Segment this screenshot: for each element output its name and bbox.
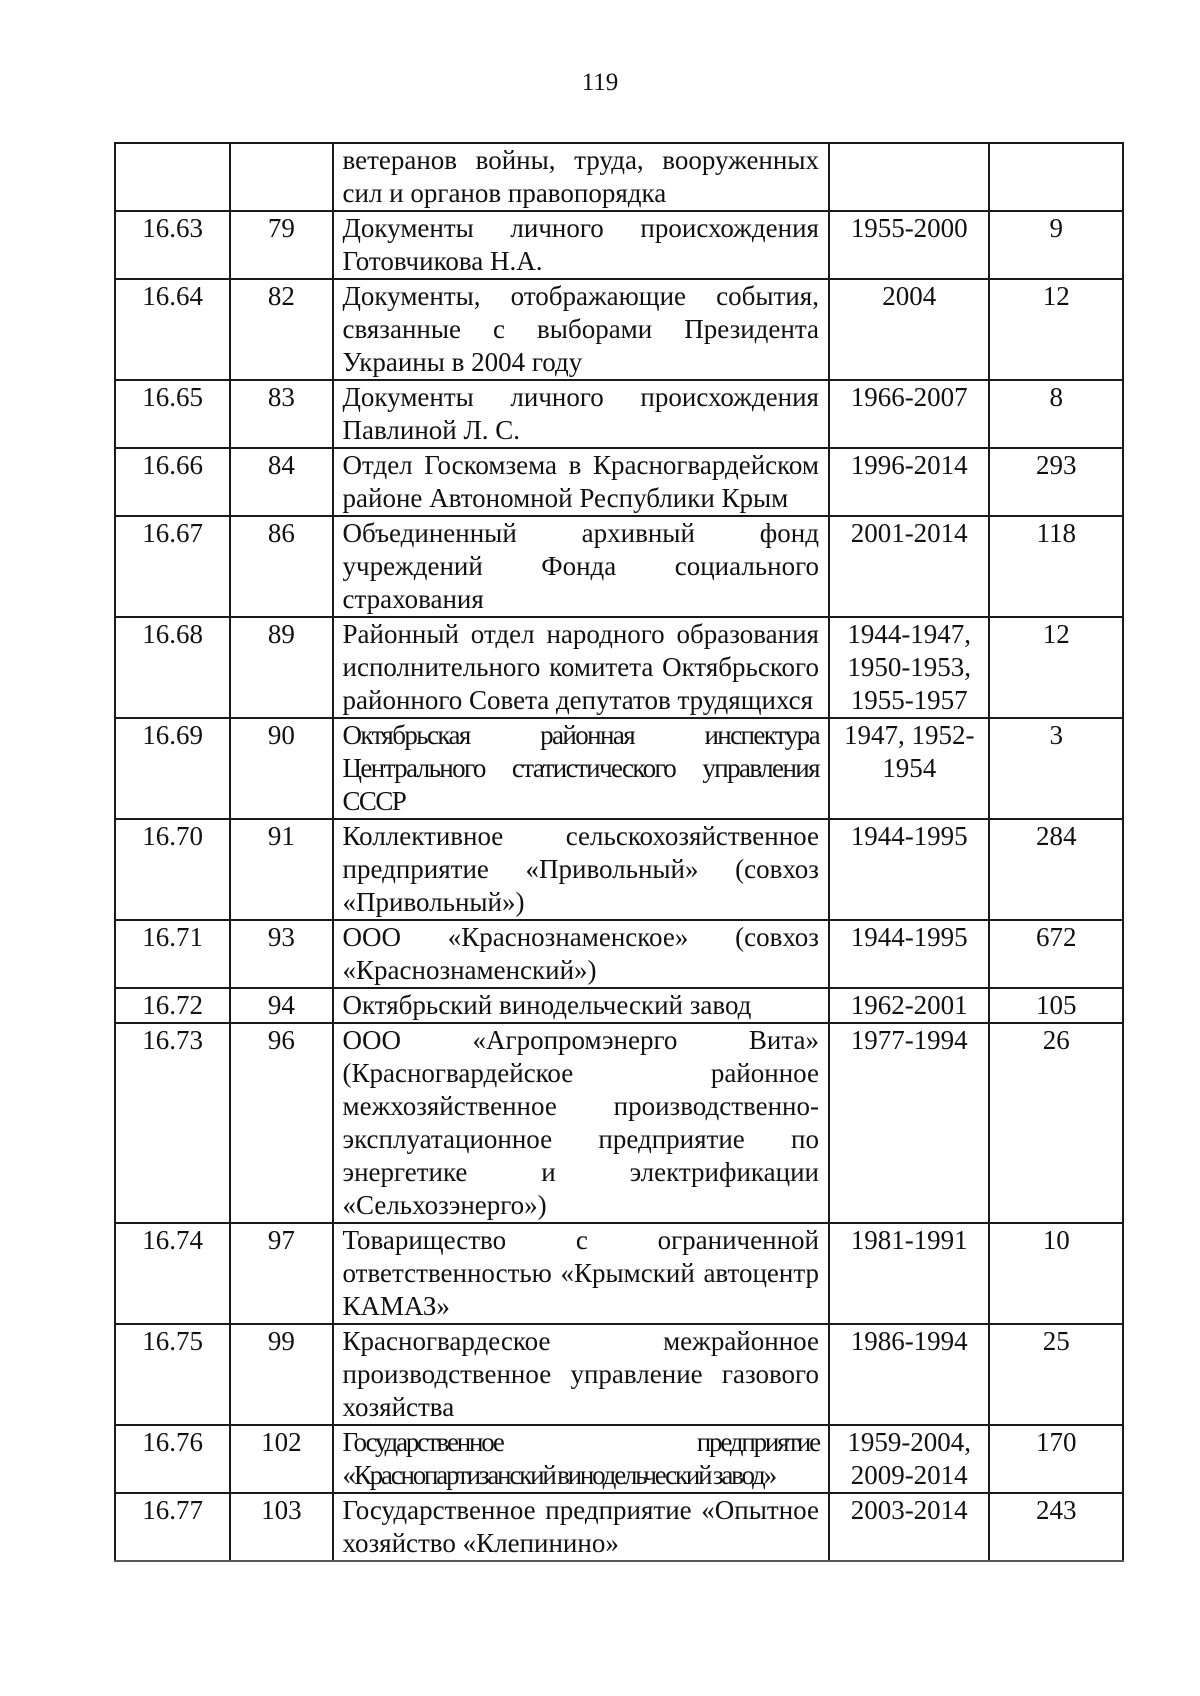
file-count-cell: 3	[989, 718, 1123, 819]
fund-name-cell: Октябрьская районная инспектура Центрального статистического управления СССР	[333, 718, 829, 819]
date-range-cell: 1959-2004, 2009-2014	[829, 1425, 989, 1493]
archive-fund-table	[114, 142, 1124, 1562]
row-number-cell	[115, 143, 230, 211]
file-count-cell: 8	[989, 380, 1123, 448]
fund-name-cell: Районный отдел народного образования исполнительного комитета Октябрьского районного Совета депутатов трудящихся	[333, 617, 829, 718]
row-number-cell: 16.77	[115, 1493, 230, 1561]
table-row	[115, 1324, 1123, 1425]
table-row	[115, 988, 1123, 1023]
row-number-cell: 16.64	[115, 279, 230, 380]
date-range-cell: 1947, 1952-1954	[829, 718, 989, 819]
file-count-cell: 118	[989, 516, 1123, 617]
fund-number-cell: 86	[230, 516, 332, 617]
table-row	[115, 718, 1123, 819]
row-number-cell: 16.76	[115, 1425, 230, 1493]
fund-number-cell	[230, 143, 332, 211]
file-count-cell: 293	[989, 448, 1123, 516]
fund-number-cell: 99	[230, 1324, 332, 1425]
page-number: 119	[581, 69, 619, 96]
row-number-cell: 16.65	[115, 380, 230, 448]
date-range-cell: 1955-2000	[829, 211, 989, 279]
file-count-cell: 170	[989, 1425, 1123, 1493]
fund-name-cell: Документы, отображающие события, связанные с выборами Президента Украины в 2004 году	[333, 279, 829, 380]
fund-name-cell: Красногвардеское межрайонное производственное управление газового хозяйства	[333, 1324, 829, 1425]
fund-name-cell: Октябрьский винодельческий завод	[333, 988, 829, 1023]
fund-number-cell: 90	[230, 718, 332, 819]
date-range-cell: 2001-2014	[829, 516, 989, 617]
row-number-cell: 16.67	[115, 516, 230, 617]
date-range-cell: 1977-1994	[829, 1023, 989, 1223]
row-number-cell: 16.70	[115, 819, 230, 920]
fund-number-cell: 83	[230, 380, 332, 448]
date-range-cell: 1996-2014	[829, 448, 989, 516]
row-number-cell: 16.75	[115, 1324, 230, 1425]
table-row	[115, 1425, 1123, 1493]
date-range-cell: 1986-1994	[829, 1324, 989, 1425]
fund-name-cell: Государственное предприятие «Опытное хозяйство «Клепинино»	[333, 1493, 829, 1561]
file-count-cell: 12	[989, 279, 1123, 380]
table-row	[115, 617, 1123, 718]
fund-name-cell: Коллективное сельскохозяйственное предприятие «Привольный» (совхоз «Привольный»)	[333, 819, 829, 920]
file-count-cell: 26	[989, 1023, 1123, 1223]
date-range-cell: 1981-1991	[829, 1223, 989, 1324]
table-row	[115, 1023, 1123, 1223]
file-count-cell	[989, 143, 1123, 211]
table-row	[115, 819, 1123, 920]
row-number-cell: 16.66	[115, 448, 230, 516]
row-number-cell: 16.72	[115, 988, 230, 1023]
date-range-cell: 2004	[829, 279, 989, 380]
table-row	[115, 279, 1123, 380]
date-range-cell: 1944-1995	[829, 819, 989, 920]
fund-number-cell: 94	[230, 988, 332, 1023]
table-row	[115, 211, 1123, 279]
row-number-cell: 16.63	[115, 211, 230, 279]
fund-name-cell: Документы личного происхождения Готовчикова Н.А.	[333, 211, 829, 279]
fund-name-cell: Документы личного происхождения Павлиной Л. С.	[333, 380, 829, 448]
fund-number-cell: 89	[230, 617, 332, 718]
date-range-cell: 1966-2007	[829, 380, 989, 448]
table-row	[115, 920, 1123, 988]
row-number-cell: 16.73	[115, 1023, 230, 1223]
fund-name-cell: ООО «Краснознаменское» (совхоз «Краснознаменский»)	[333, 920, 829, 988]
row-number-cell: 16.69	[115, 718, 230, 819]
fund-name-cell: Товарищество с ограниченной ответственностью «Крымский автоцентр КАМАЗ»	[333, 1223, 829, 1324]
fund-name-cell: Объединенный архивный фонд учреждений Фонда социального страхования	[333, 516, 829, 617]
date-range-cell: 1962-2001	[829, 988, 989, 1023]
date-range-cell	[829, 143, 989, 211]
table-row	[115, 1223, 1123, 1324]
fund-name-cell: ООО «Агропромэнерго Вита» (Красногвардейское районное межхозяйственное производственно-эксплуатационное предприятие по энергетике и электрификации «Сельхозэнерго»)	[333, 1023, 829, 1223]
date-range-cell: 2003-2014	[829, 1493, 989, 1561]
row-number-cell: 16.71	[115, 920, 230, 988]
fund-name-cell: Государственное предприятие «Краснопартизанский винодельческий завод»	[333, 1425, 829, 1493]
fund-number-cell: 93	[230, 920, 332, 988]
table-row	[115, 1493, 1123, 1561]
row-number-cell: 16.68	[115, 617, 230, 718]
fund-number-cell: 84	[230, 448, 332, 516]
fund-number-cell: 96	[230, 1023, 332, 1223]
file-count-cell: 25	[989, 1324, 1123, 1425]
file-count-cell: 672	[989, 920, 1123, 988]
file-count-cell: 284	[989, 819, 1123, 920]
file-count-cell: 9	[989, 211, 1123, 279]
fund-name-cell: Отдел Госкомзема в Красногвардейском районе Автономной Республики Крым	[333, 448, 829, 516]
date-range-cell: 1944-1947, 1950-1953, 1955-1957	[829, 617, 989, 718]
table-row	[115, 516, 1123, 617]
file-count-cell: 105	[989, 988, 1123, 1023]
date-range-cell: 1944-1995	[829, 920, 989, 988]
file-count-cell: 243	[989, 1493, 1123, 1561]
table-row	[115, 143, 1123, 211]
fund-number-cell: 97	[230, 1223, 332, 1324]
row-number-cell: 16.74	[115, 1223, 230, 1324]
table-row	[115, 380, 1123, 448]
table-row	[115, 448, 1123, 516]
fund-number-cell: 79	[230, 211, 332, 279]
file-count-cell: 12	[989, 617, 1123, 718]
file-count-cell: 10	[989, 1223, 1123, 1324]
fund-name-cell: ветеранов войны, труда, вооруженных сил и органов правопорядка	[333, 143, 829, 211]
fund-number-cell: 102	[230, 1425, 332, 1493]
fund-number-cell: 82	[230, 279, 332, 380]
fund-number-cell: 103	[230, 1493, 332, 1561]
fund-number-cell: 91	[230, 819, 332, 920]
